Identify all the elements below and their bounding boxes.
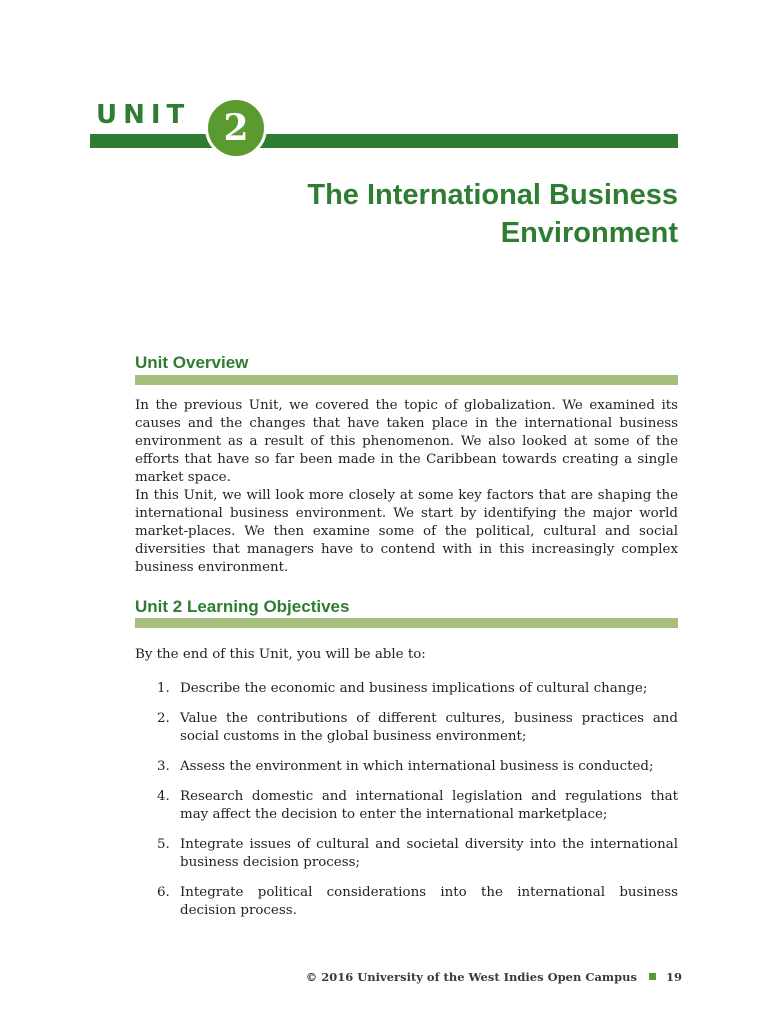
page-title (178, 176, 678, 252)
list-number: 4. (157, 789, 170, 804)
list-text: Value the contributions of different cultures, business practices and social customs in the global business environment; (180, 711, 678, 744)
overview-rule (135, 375, 678, 385)
title-line-1: The International Business (307, 179, 678, 211)
objectives-intro: By the end of this Unit, you will be able to: (135, 647, 426, 662)
list-text: Describe the economic and business implications of cultural change; (180, 681, 648, 696)
list-text: Integrate issues of cultural and societal diversity into the international business decision process; (180, 837, 678, 870)
list-item (135, 884, 678, 920)
unit-bar-left (90, 134, 220, 148)
overview-paragraph-1: In the previous Unit, we covered the topic of globalization. We examined its causes and the changes that have taken place in the international business environment as a result of this phenomenon. We also looked at some of the efforts that have so far been made in the Caribbean towards creating a single market space. (135, 398, 678, 485)
list-number: 6. (157, 885, 170, 900)
list-item (135, 710, 678, 746)
list-item (135, 788, 678, 824)
overview-heading: Unit Overview (135, 353, 249, 372)
unit-label: UNIT (96, 100, 191, 130)
list-number: 3. (157, 759, 170, 774)
copyright-text: © 2016 University of the West Indies Open Campus (305, 970, 637, 984)
page-number: 19 (665, 970, 682, 984)
unit-bar-right (250, 134, 678, 148)
list-text: Integrate political considerations into the international business decision process. (180, 885, 678, 918)
unit-number-badge: 2 (205, 97, 267, 159)
list-item (135, 758, 678, 776)
square-bullet-icon (649, 973, 656, 980)
list-item (135, 836, 678, 872)
list-text: Assess the environment in which international business is conducted; (180, 759, 654, 774)
page-footer (306, 970, 682, 984)
list-number: 1. (157, 681, 170, 696)
objectives-rule (135, 618, 678, 628)
list-number: 5. (157, 837, 170, 852)
objectives-list (135, 680, 678, 932)
unit-header (0, 0, 768, 170)
list-text: Research domestic and international legislation and regulations that may affect the decision to enter the international marketplace; (180, 789, 678, 822)
list-item (135, 680, 678, 698)
list-number: 2. (157, 711, 170, 726)
title-line-2: Environment (500, 217, 678, 249)
overview-paragraph-2: In this Unit, we will look more closely at some key factors that are shaping the international business environment. We start by identifying the major world market-places. We then examine some of the political, cultural and social diversities that managers have to contend with in this increasingly complex business environment. (135, 488, 678, 575)
objectives-heading: Unit 2 Learning Objectives (135, 597, 350, 616)
